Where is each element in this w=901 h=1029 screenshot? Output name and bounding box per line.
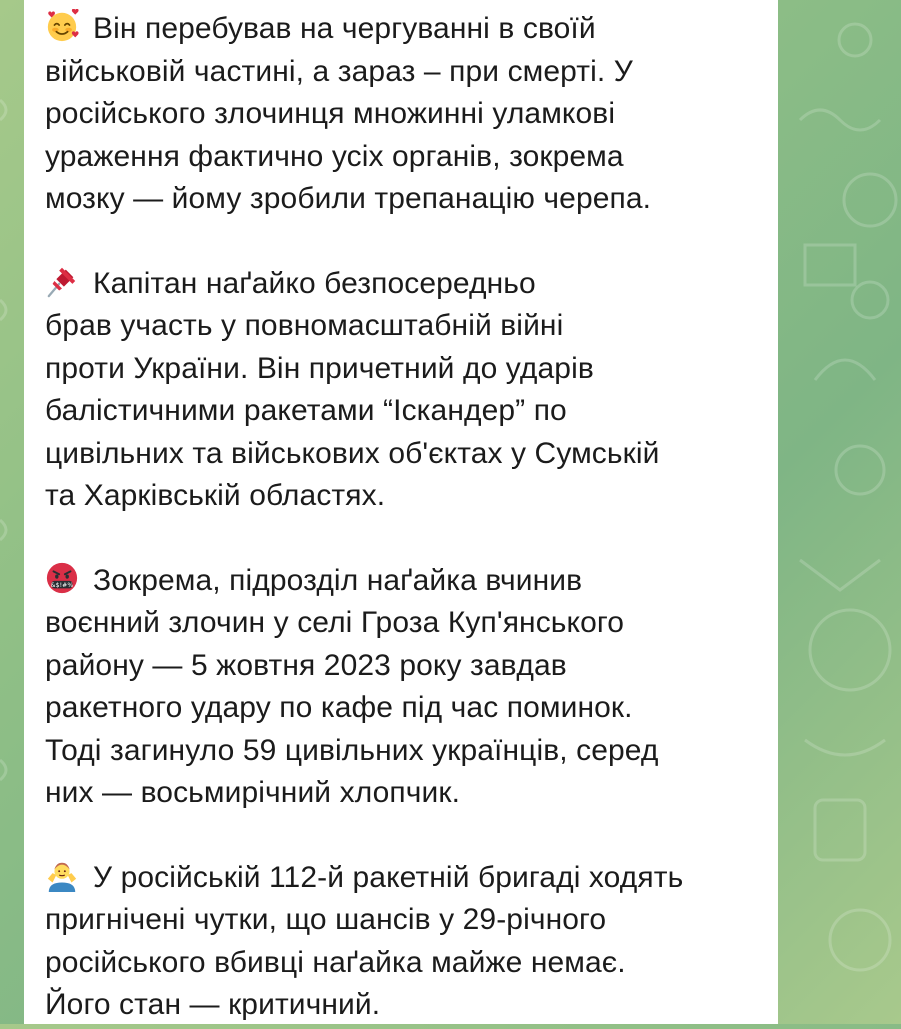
face-with-symbols-on-mouth-icon — [45, 561, 79, 595]
paragraph-text: Зокрема, підрозділ наґайка вчинив воєнний злочин у селі Гроза Куп'янського району — 5 жовтня 2023 року завдав ракетного удару по кафе під час поминок. Тоді загинуло 59 цивільних українців, серед них — восьмирічний хлопчик. — [45, 563, 659, 809]
smiling-face-with-hearts-icon — [45, 9, 79, 43]
message-paragraph — [45, 857, 758, 1027]
message-text — [45, 8, 758, 1027]
message-paragraph — [45, 560, 758, 815]
message-bubble[interactable] — [24, 0, 778, 1024]
paragraph-text: У російській 112-й ракетній бригаді ходять пригнічені чутки, що шансів у 29-річного російського вбивці наґайка майже немає. Його стан — критичний. — [45, 860, 684, 1021]
paragraph-text: Капітан наґайко безпосередньо брав участь у повномасштабній війні проти України. Він причетний до ударів балістичними ракетами “Іскандер” по цивільних та військових об'єктах у Сумській та Харківській областях. — [45, 266, 660, 512]
svg-text:&$!#%: &$!#% — [50, 581, 74, 589]
message-paragraph — [45, 263, 758, 518]
pushpin-icon — [45, 264, 79, 298]
message-paragraph — [45, 8, 758, 221]
person-shrugging-icon — [45, 858, 79, 892]
paragraph-text: Він перебував на чергуванні в своїй військовій частині, а зараз – при смерті. У російського злочинця множинні уламкові ураження фактично усіх органів, зокрема мозку — йому зробили трепанацію черепа. — [45, 12, 652, 215]
